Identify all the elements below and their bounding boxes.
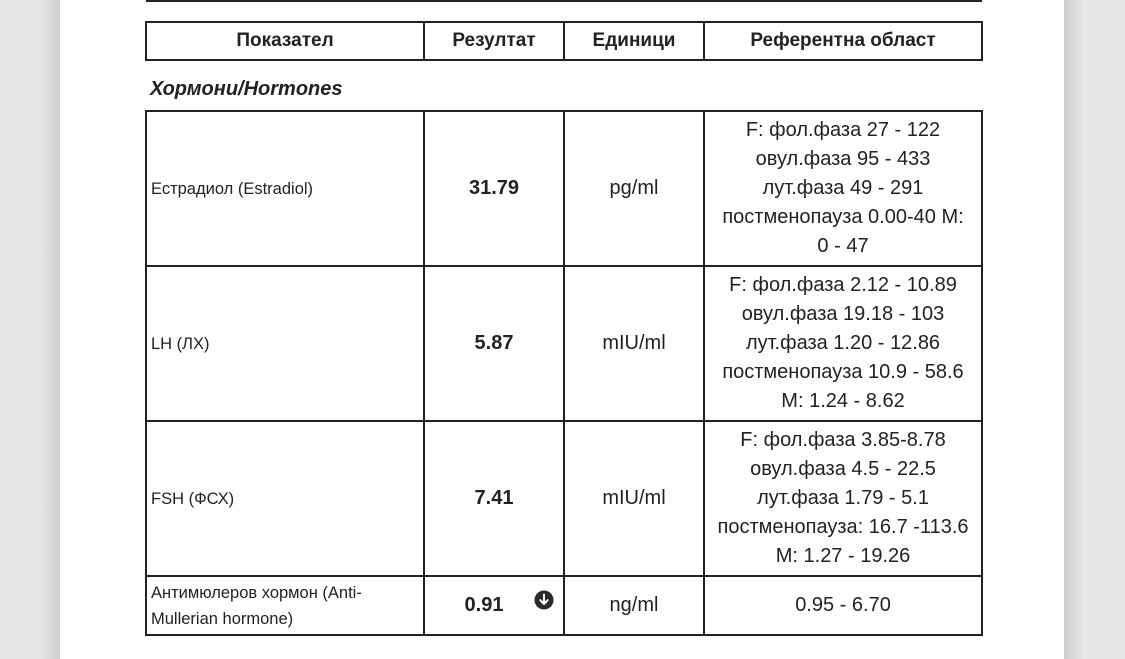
reference-line: M: 1.24 - 8.62 xyxy=(781,390,905,412)
unit-value: mIU/ml xyxy=(564,421,704,576)
reference-range xyxy=(704,266,982,421)
unit-value: ng/ml xyxy=(564,576,704,635)
reference-line: F: фол.фаза 27 - 122 xyxy=(745,119,941,141)
reference-line: постменопауза 10.9 - 58.6 xyxy=(722,361,964,383)
header-result: Резултат xyxy=(424,22,564,60)
unit-value: mIU/ml xyxy=(564,266,704,421)
indicator-name-line: Mullerian hormone) xyxy=(151,609,294,628)
reference-range xyxy=(704,421,982,576)
indicator-name-line: Антимюлеров хормон (Anti- xyxy=(151,583,362,602)
reference-line: F: фол.фаза 2.12 - 10.89 xyxy=(729,274,957,296)
result-cell xyxy=(424,576,564,635)
reference-line: F: фол.фаза 3.85-8.78 xyxy=(740,429,946,451)
reference-line: постменопауза 0.00-40 M: xyxy=(722,206,964,228)
result-value: 0.91 xyxy=(464,594,504,616)
reference-line: овул.фаза 19.18 - 103 xyxy=(741,303,945,325)
arrow-down-circle-icon xyxy=(534,590,554,610)
reference-line: овул.фаза 4.5 - 22.5 xyxy=(750,458,936,480)
page-shadow-right xyxy=(1064,0,1084,659)
table-row xyxy=(146,266,982,421)
reference-line: постменопауза: 16.7 -113.6 xyxy=(717,516,969,538)
indicator-name: Естрадиол (Estradiol) xyxy=(146,111,424,266)
result-value: 31.79 xyxy=(424,111,564,266)
reference-line: M: 1.27 - 19.26 xyxy=(775,545,911,567)
result-value: 7.41 xyxy=(424,421,564,576)
reference-line: лут.фаза 1.79 - 5.1 xyxy=(757,487,929,509)
reference-line: лут.фаза 1.20 - 12.86 xyxy=(745,332,941,354)
previous-table-edge xyxy=(146,0,982,2)
unit-value: pg/ml xyxy=(564,111,704,266)
header-row xyxy=(146,22,982,60)
table-row xyxy=(146,111,982,266)
result-value: 5.87 xyxy=(424,266,564,421)
results-header-table xyxy=(145,21,983,61)
reference-line: 0 - 47 xyxy=(817,235,869,257)
header-indicator: Показател xyxy=(146,22,424,60)
indicator-name: FSH (ФСХ) xyxy=(146,421,424,576)
table-row xyxy=(146,576,982,635)
reference-line: лут.фаза 49 - 291 xyxy=(762,177,924,199)
reference-range: 0.95 - 6.70 xyxy=(704,576,982,635)
header-units: Единици xyxy=(564,22,704,60)
reference-range xyxy=(704,111,982,266)
table-row xyxy=(146,421,982,576)
hormones-results-table xyxy=(145,110,983,636)
page-shadow-left xyxy=(40,0,60,659)
indicator-name: LH (ЛХ) xyxy=(146,266,424,421)
reference-line: овул.фаза 95 - 433 xyxy=(755,148,931,170)
indicator-name xyxy=(146,576,424,635)
header-reference: Референтна област xyxy=(704,22,982,60)
section-title-hormones: Хормони/Hormones xyxy=(150,78,343,100)
